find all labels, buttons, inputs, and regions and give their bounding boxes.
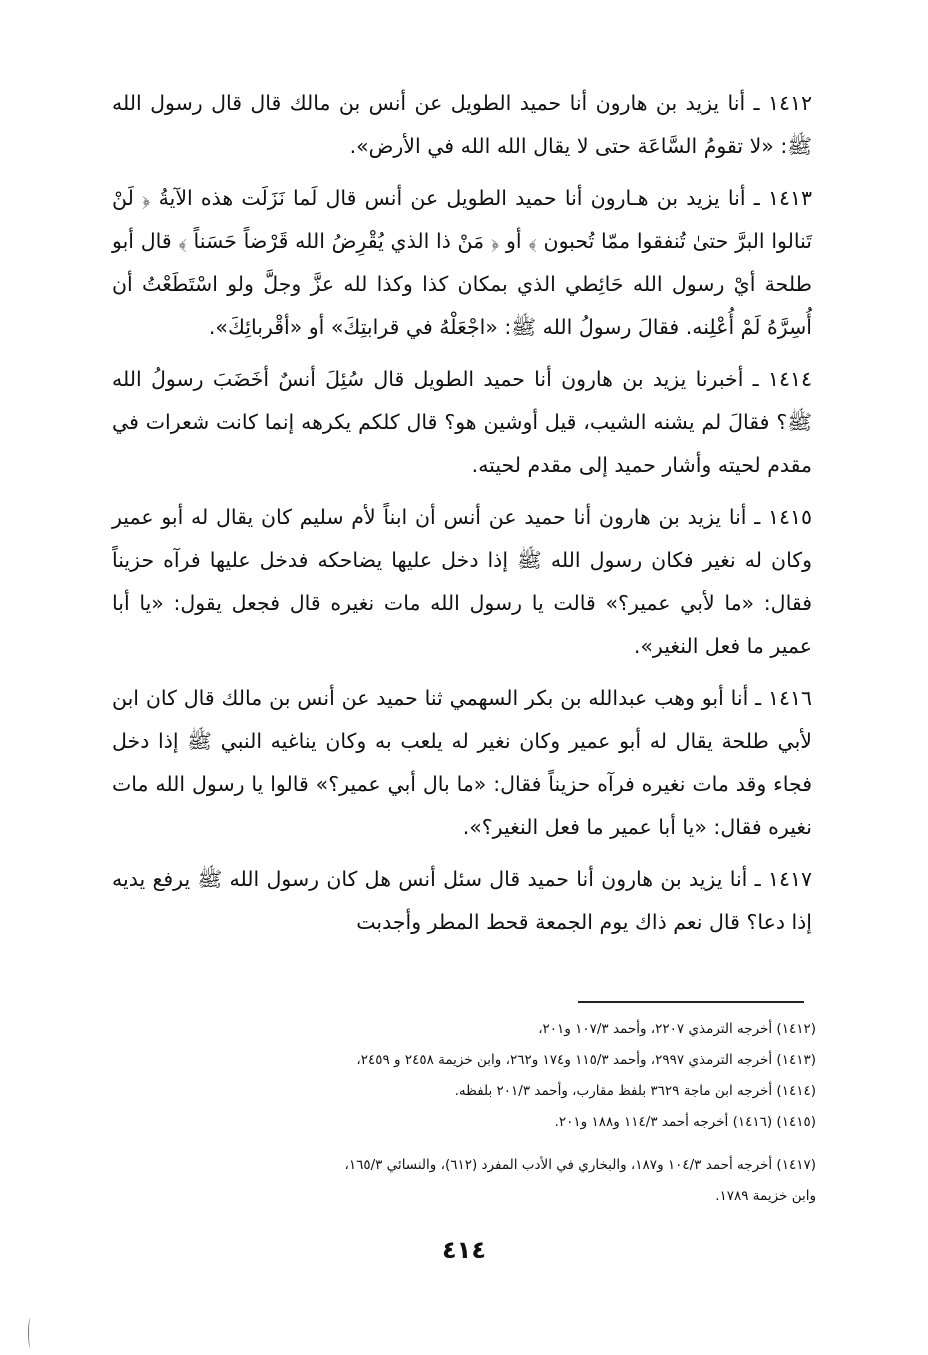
footnote: (١٤١٧) أخرجه أحمد ١٠٤/٣ و١٨٧، والبخاري في الأدب المفرد (٦١٢)، والنسائي ١٦٥/٣، (344, 1157, 816, 1173)
hadith-paragraph: ١٤١٣ ـ أنا يزيد بن هـارون أنا حميد الطويل عن أنس قال لَما نَزَلَت هذه الآيةُ ﴿ لَنْ تَنالوا البرَّ حتىٰ تُنفقوا ممّا تُحبون ﴾ أو ﴿ مَنْ ذا الذي يُقْرِضُ الله قَرْضاً حَسَناً ﴾ قال أبو طلحة أيْ رسول الله حَائِطي الذي بمكان كذا وكذا لله عزَّ وجلَّ ولو اسْتَطَعْتُ أن أُسِرَّهُ لَمْ أُعْلِنه. فقالَ رسولُ الله ﷺ: «اجْعَلْهُ في قرابتِكَ» أو «أقْربائِكَ». (112, 186, 812, 339)
footnote-continuation: وابن خزيمة ١٧٨٩. (715, 1188, 816, 1204)
hadith-paragraph: ١٤١٢ ـ أنا يزيد بن هارون أنا حميد الطويل عن أنس بن مالك قال قال رسول الله ﷺ: «لا تقومُ السَّاعَة حتى لا يقال الله الله في الأرض». (112, 91, 812, 158)
hadith-paragraph: ١٤١٦ ـ أنا أبو وهب عبدالله بن بكر السهمي ثنا حميد عن أنس بن مالك قال كان ابن لأبي طلحة يقال له أبو عمير وكان نغير له يلعب به وكان يناغيه النبي ﷺ إذا دخل فجاء وقد مات نغيره فرآه حزيناً فقال: «ما بال أبي عمير؟» قالوا يا رسول الله مات نغيره فقال: «يا أبا عمير ما فعل النغير؟». (112, 686, 812, 839)
main-text-body (112, 82, 812, 953)
footnote-separator (578, 1001, 804, 1003)
scan-margin-mark (28, 1318, 33, 1348)
footnote: (١٤١٥) (١٤١٦) أخرجه أحمد ١١٤/٣ و١٨٨ و٢٠١. (554, 1114, 816, 1130)
footnote: (١٤١٤) أخرجه ابن ماجة ٣٦٢٩ بلفظ مقارب، وأحمد ٢٠١/٣ بلفظه. (454, 1083, 816, 1099)
footnote: (١٤١٣) أخرجه الترمذي ٢٩٩٧، وأحمد ١١٥/٣ و١٧٤ و٢٦٢، وابن خزيمة ٢٤٥٨ و ٢٤٥٩، (356, 1052, 816, 1068)
hadith-paragraph: ١٤١٥ ـ أنا يزيد بن هارون أنا حميد عن أنس أن ابناً لأم سليم كان يقال له أبو عمير وكان له نغير فكان رسول الله ﷺ إذا دخل عليها يضاحكه فدخل عليها فرآه حزيناً فقال: «ما لأبي عمير؟» قالت يا رسول الله مات نغيره قال فجعل يقول: «يا أبا عمير ما فعل النغير». (112, 505, 812, 658)
page-number: ٤١٤ (442, 1236, 486, 1264)
hadith-paragraph: ١٤١٤ ـ أخبرنا يزيد بن هارون أنا حميد الطويل قال سُئِلَ أنسٌ أخَضَبَ رسولُ الله ﷺ؟ فقالَ لم يشنه الشيب، قيل أوشين هو؟ قال كلكم يكرهه إنما كانت شعرات في مقدم لحيته وأشار حميد إلى مقدم لحيته. (112, 367, 812, 477)
footnotes-section (112, 1014, 816, 1212)
footnote: (١٤١٢) أخرجه الترمذي ٢٢٠٧، وأحمد ١٠٧/٣ و٢٠١، (538, 1021, 816, 1037)
hadith-paragraph: ١٤١٧ ـ أنا يزيد بن هارون أنا حميد قال سئل أنس هل كان رسول الله ﷺ يرفع يديه إذا دعا؟ قال نعم ذاك يوم الجمعة قحط المطر وأجدبت (112, 867, 812, 934)
